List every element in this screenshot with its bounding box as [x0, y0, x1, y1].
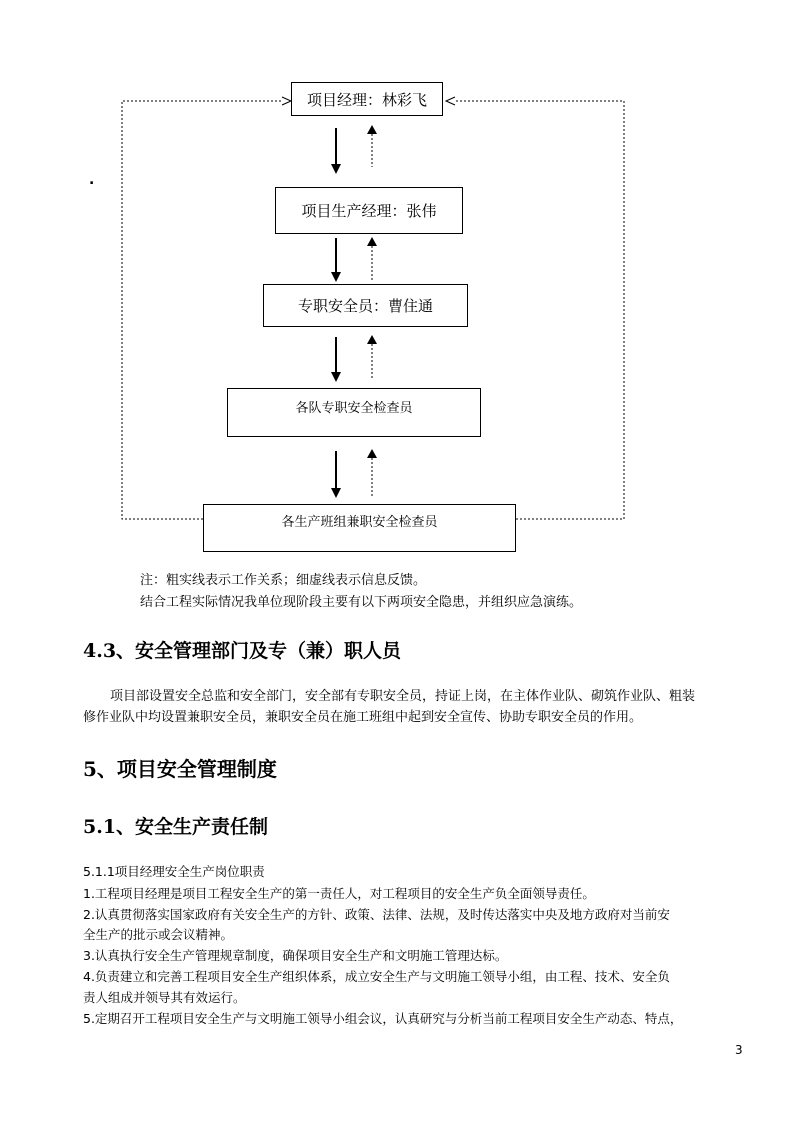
box-safety-officer: 专职安全员：曹住通 — [263, 284, 468, 327]
para-4-3-line1: 项目部设置安全总监和安全部门，安全部有专职安全员，持证上岗，在主体作业队、砌筑作业队、粗装 — [110, 689, 696, 704]
box-project-manager: 项目经理：林彩飞 — [291, 82, 443, 116]
box-parttime-safety-inspectors: 各生产班组兼职安全检查员 — [203, 504, 516, 552]
list-item: 3.认真执行安全生产管理规章制度，确保项目安全生产和文明施工管理达标。 — [83, 948, 508, 963]
list-item: 4.负责建立和完善工程项目安全生产组织体系，成立安全生产与文明施工领导小组，由工程、技术、安全负 — [83, 969, 670, 984]
note-legend: 注：粗实线表示工作关系；细虚线表示信息反馈。 — [140, 573, 427, 588]
left-loop-arrowhead — [282, 97, 291, 105]
list-item: 全生产的批示或会议精神。 — [83, 927, 234, 942]
list-item: 1.工程项目经理是项目工程安全生产的第一责任人，对工程项目的安全生产负全面领导责任。 — [83, 886, 595, 901]
heading-5-1: 5.1、安全生产责任制 — [83, 816, 269, 838]
list-item: 2.认真贯彻落实国家政府有关安全生产的方针、政策、法律、法规，及时传达落实中央及地方政府对当前安 — [83, 907, 670, 922]
list-item: 责人组成并领导其有效运行。 — [83, 990, 246, 1005]
sub-heading-5-1-1: 5.1.1项目经理安全生产岗位职责 — [83, 864, 265, 879]
note-hazards: 结合工程实际情况我单位现阶段主要有以下两项安全隐患，并组织应急演练。 — [140, 595, 583, 610]
right-loop-arrowhead — [446, 97, 455, 105]
para-4-3-line2: 修作业队中均设置兼职安全员，兼职安全员在施工班组中起到安全宣传、协助专职安全员的作用。 — [83, 710, 643, 725]
box-team-safety-inspectors: 各队专职安全检查员 — [227, 388, 481, 437]
list-item: 5.定期召开工程项目安全生产与文明施工领导小组会议，认真研究与分析当前工程项目安全生产动态、特点， — [83, 1011, 683, 1026]
stray-mark: . — [89, 172, 95, 188]
heading-4-3: 4.3、安全管理部门及专（兼）职人员 — [83, 640, 402, 662]
page-number: 3 — [735, 1043, 743, 1057]
box-production-manager: 项目生产经理：张伟 — [275, 187, 463, 234]
heading-5: 5、项目安全管理制度 — [83, 757, 277, 781]
